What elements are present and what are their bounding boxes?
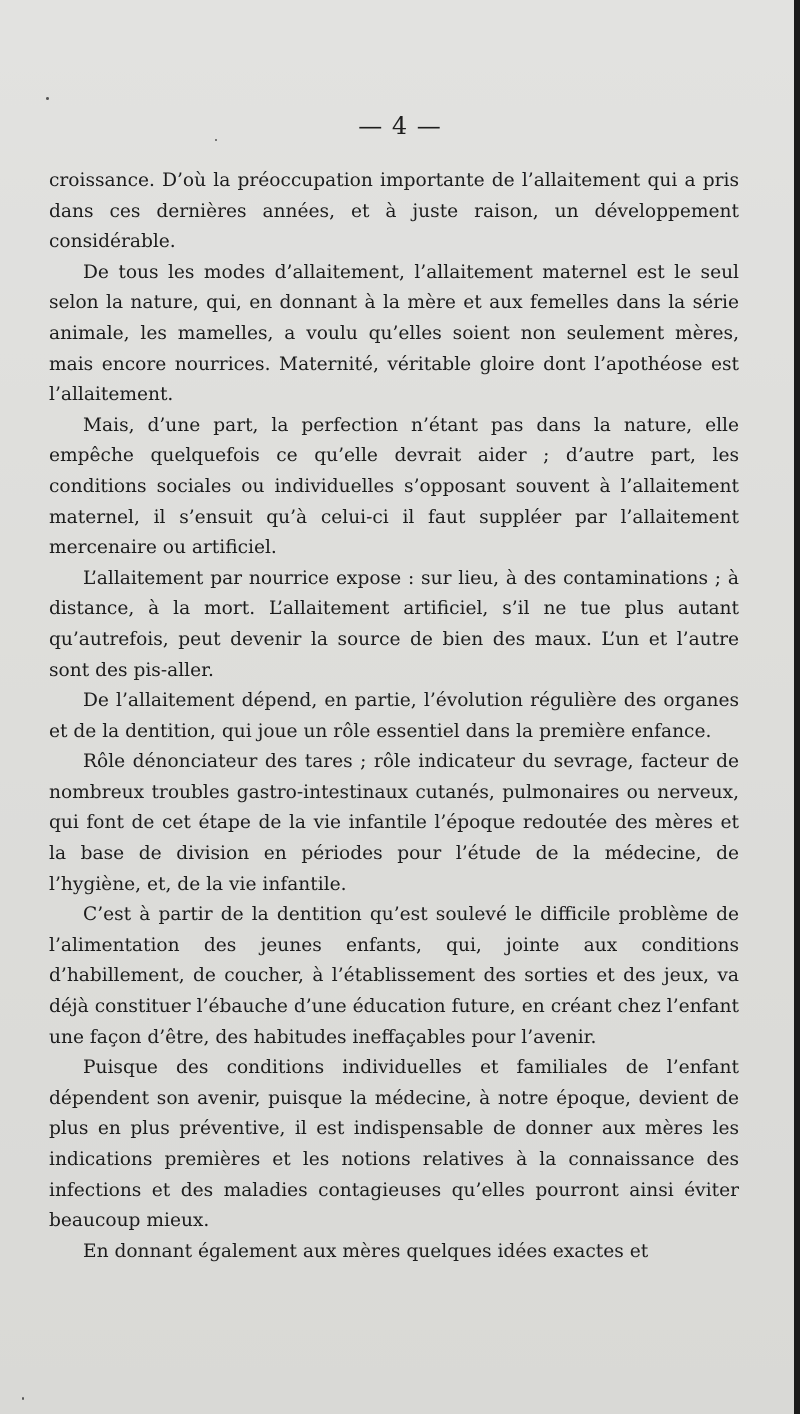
dust-speck	[46, 97, 49, 100]
paragraph: De l’allaitement dépend, en partie, l’évolution régulière des organes et de la dentition, qui joue un rôle essentiel dans la première enfance.	[49, 690, 739, 742]
paragraph: Mais, d’une part, la perfection n’étant pas dans la nature, elle empêche quelquefois ce qu’elle devrait aider ; d’autre part, les conditions sociales ou individuelles s’opposant souvent à l’allaitement maternel, il s’ensuit qu’à celui-ci il faut suppléer par l’allaitement mercenaire ou artificiel.	[49, 414, 739, 559]
paragraph: croissance. D’où la préoccupation importante de l’allaitement qui a pris dans ces dernières années, et à juste raison, un développement considérable.	[49, 170, 739, 253]
page-edge-shadow	[794, 0, 800, 1414]
paragraph: L’allaitement par nourrice expose : sur lieu, à des contaminations ; à distance, à la mort. L’allaitement artificiel, s’il ne tue plus autant qu’autrefois, peut devenir la source de bien des maux. L’un et l’autre sont des pis-aller.	[49, 567, 739, 681]
paragraph: C’est à partir de la dentition qu’est soulevé le difficile problème de l’alimentation des jeunes enfants, qui, jointe aux conditions d’habillement, de coucher, à l’établissement des sorties et des jeux, va déjà constituer l’ébauche d’une éducation future, en créant chez l’enfant une façon d’être, des habitudes ineffaçables pour l’avenir.	[49, 904, 739, 1048]
dust-speck	[22, 1397, 24, 1400]
paragraph: Puisque des conditions individuelles et familiales de l’enfant dépendent son avenir, puisque la médecine, à notre époque, devient de plus en plus préventive, il est indispensable de donner aux mères les indications premières et les notions relatives à la connaissance des infections et des maladies contagieuses qu’elles pourront ainsi éviter beaucoup mieux.	[49, 1057, 739, 1232]
paragraph: De tous les modes d’allaitement, l’allaitement maternel est le seul selon la nature, qui, en donnant à la mère et aux femelles dans la série animale, les mamelles, a voulu qu’elles soient non seulement mères, mais encore nourrices. Maternité, véritable gloire dont l’apothéose est l’allaitement.	[49, 261, 739, 406]
body-text	[49, 166, 739, 1267]
page-number: — 4 —	[358, 112, 442, 140]
paragraph: En donnant également aux mères quelques idées exactes et	[83, 1240, 649, 1262]
paragraph: Rôle dénonciateur des tares ; rôle indicateur du sevrage, facteur de nombreux troubles gastro-intestinaux cutanés, pulmonaires ou nerveux, qui font de cet étape de la vie infantile l’époque redoutée des mères et la base de division en périodes pour l’étude de la médecine, de l’hygiène, et, de la vie infantile.	[49, 751, 739, 895]
